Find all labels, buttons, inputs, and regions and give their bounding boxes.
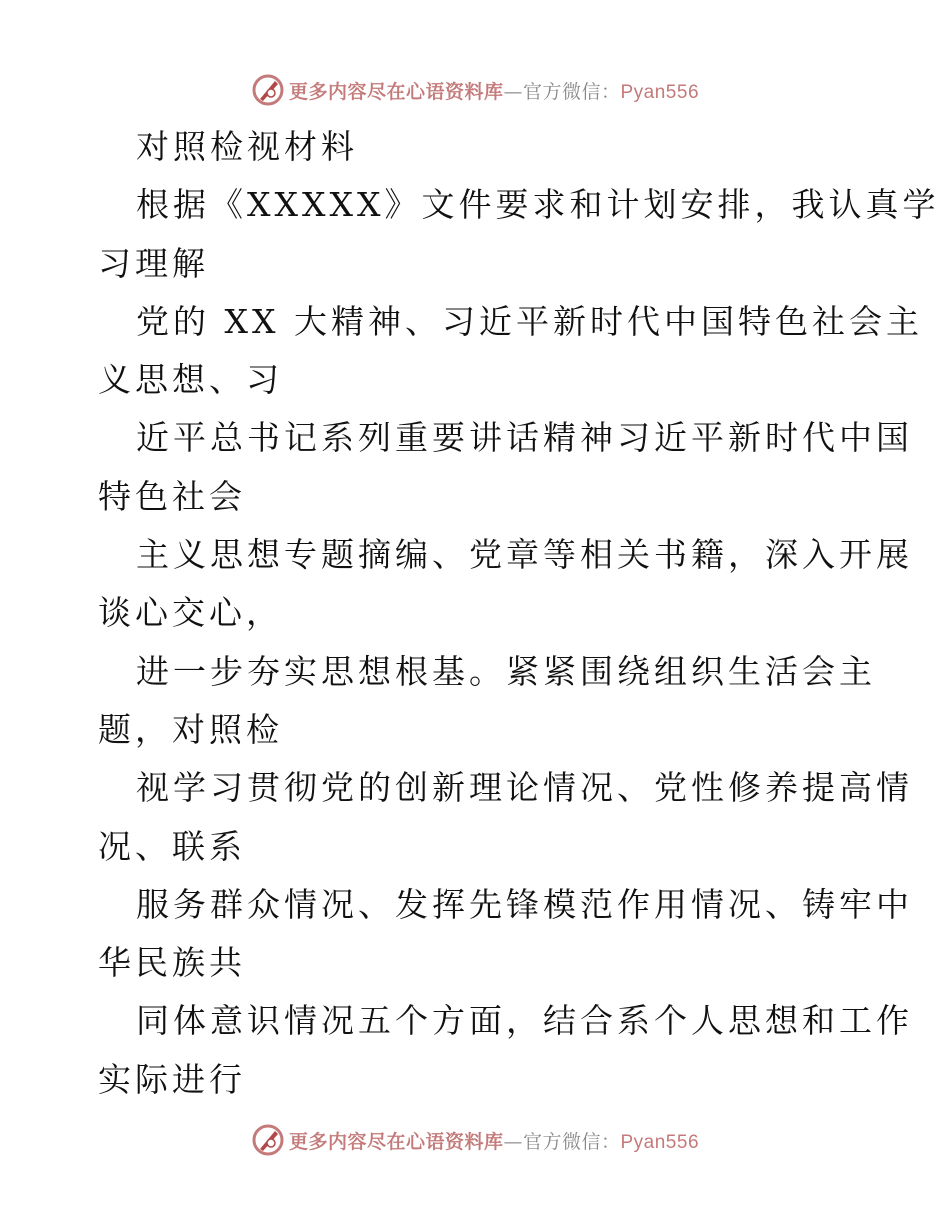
watermark-separator: — [503, 80, 523, 103]
document-title: 对照检视材料 [136, 127, 358, 166]
text-line: 况、联系 [98, 826, 246, 866]
watermark-main: 更多内容尽在心语资料库 [288, 1130, 504, 1153]
watermark-wechat-id: Pyan556 [620, 81, 700, 103]
watermark-text [289, 1127, 699, 1154]
text-line: 视学习贯彻党的创新理论情况、党性修养提高情 [136, 768, 913, 808]
watermark-wechat-id: Pyan556 [620, 1131, 700, 1153]
text-line: 谈心交心， [98, 593, 283, 633]
text-line: 服务群众情况、发挥先锋模范作用情况、铸牢中 [136, 884, 913, 924]
text-line: 根据《XXXXX》文件要求和计划安排，我认真学 [136, 185, 940, 225]
text-line: 同体意识情况五个方面，结合系个人思想和工作 [136, 1001, 913, 1041]
watermark-separator: — [503, 1130, 523, 1153]
header-watermark [0, 70, 950, 110]
text-line: 实际进行 [98, 1059, 246, 1099]
watermark-wechat-label: 官方微信： [522, 1130, 621, 1153]
text-line: 主义思想专题摘编、党章等相关书籍，深入开展 [136, 535, 913, 575]
text-line: 华民族共 [98, 943, 246, 983]
text-line: 党的 XX 大精神、习近平新时代中国特色社会主 [136, 301, 923, 341]
text-line: 题，对照检 [98, 709, 283, 749]
footer-watermark [0, 1120, 950, 1160]
pen-logo-icon [251, 73, 285, 107]
document-body [98, 118, 940, 1109]
text-line: 义思想、习 [98, 360, 283, 400]
watermark-main: 更多内容尽在心语资料库 [288, 80, 504, 103]
text-line: 近平总书记系列重要讲话精神习近平新时代中国 [136, 418, 913, 458]
watermark-text [289, 77, 699, 104]
text-line: 习理解 [98, 243, 209, 283]
text-line: 特色社会 [98, 476, 246, 516]
watermark-wechat-label: 官方微信： [522, 80, 621, 103]
text-line: 进一步夯实思想根基。紧紧围绕组织生活会主 [136, 651, 876, 691]
pen-logo-icon [251, 1123, 285, 1157]
